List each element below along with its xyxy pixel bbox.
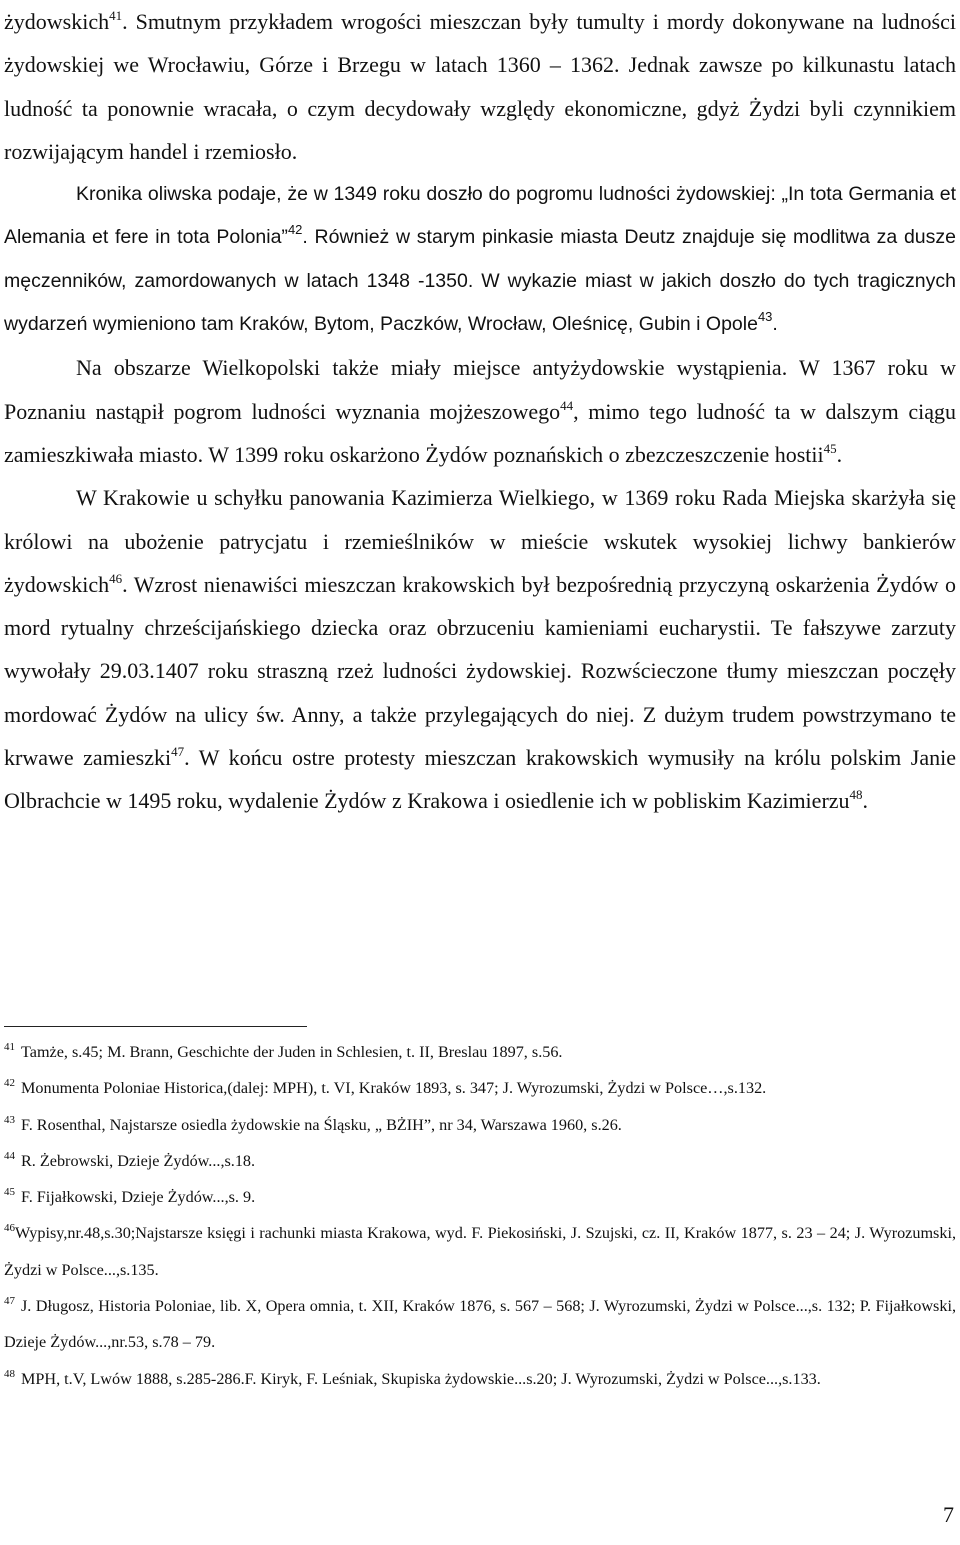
footnote-text: J. Długosz, Historia Poloniae, lib. X, Opera omnia, t. XII, Kraków 1876, s. 567 – 568; J. Wyrozumski, Żydzi w Polsce...,s. 132; P. Fijałkowski, Dzieje Żydów...,nr.53, s.78 – 79.: [4, 1297, 956, 1352]
footnote-ref-48: 48: [849, 787, 863, 803]
footnote-number: 45: [4, 1186, 15, 1199]
footnote-45: [4, 1179, 956, 1215]
text-span: żydowskich: [4, 9, 110, 34]
text-span: .: [836, 441, 843, 467]
footnote-text: Wypisy,nr.48,s.30;Najstarsze księgi i rachunki miasta Krakowa, wyd. F. Piekosiński, J. Szujski, cz. II, Kraków 1877, s. 23 – 24; J. Wyrozumski, Żydzi w Polsce...,s.135.: [4, 1224, 956, 1279]
text-span: .: [862, 788, 869, 814]
text-span: , mimo tego ludność ta w dalszym ciągu zamieszkiwała miasto. W 1399 roku oskarżono Żydów poznańskich o zbezczeszczenie hostii: [4, 398, 956, 467]
footnote-text: Monumenta Poloniae Historica,(dalej: MPH), t. VI, Kraków 1893, s. 347; J. Wyrozumski, Żydzi w Polsce…,s.132.: [21, 1079, 767, 1098]
text-span: . W końcu ostre protesty mieszczan krakowskich wymusiły na królu polskim Janie Olbrachcie w 1495 roku, wydalenie Żydów z Krakowa i osiedlenie ich w pobliskim Kazimierzu: [4, 745, 956, 814]
footnote-number: 46: [4, 1222, 15, 1235]
text-span: . Również w starym pinkasie miasta Deutz znajduje się modlitwa za dusze męczenników, zamordowanych w latach 1348 -1350. W wykazie miast w jakich doszło do tych tragicznych wydarzeń wymieniono tam Kraków, Bytom, Paczków, Wrocław, Oleśnicę, Gubin i Opole: [4, 226, 956, 336]
footnote-44: [4, 1143, 956, 1179]
footnote-ref-44: 44: [560, 397, 574, 413]
footnote-number: 41: [4, 1041, 15, 1053]
text-span: Kronika oliwska podaje, że w 1349 roku doszło do pogromu ludności żydowskiej: „In tota Germania et Alemania et fere in tota Polonia”: [4, 183, 956, 249]
footnote-ref-45: 45: [823, 440, 837, 456]
footnote-number: 48: [4, 1367, 15, 1380]
footnote-41: [4, 1034, 956, 1070]
text-span: Na obszarze Wielkopolski także miały miejsce antyżydowskie wystąpienia. W 1367 roku w Poznaniu nastąpił pogrom ludności wyznania mojżeszowego: [4, 355, 956, 424]
footnote-ref-41: 41: [109, 8, 123, 23]
text-span: .: [772, 313, 778, 336]
footnote-42: [4, 1070, 956, 1106]
footnote-46: [4, 1215, 956, 1288]
page-number: 7: [943, 1502, 954, 1527]
paragraph-3: [4, 346, 956, 476]
text-span: . Wzrost nienawiści mieszczan krakowskich był bezpośrednią przyczyną oskarżenia Żydów o mord rytualny chrześcijańskiego dziecka oraz obrzuceniu kamieniami eucharystii. Te fałszywe zarzuty wywołały 29.03.1407 roku straszną rzeż ludności żydowskiej. Rozwścieczone tłumy mieszczan poczęły mordować Żydów na ulicy św. Anny, a także przylegających do niej. Z dużym trudem powstrzymano te krwawe zamieszki: [4, 571, 956, 771]
paragraph-1: [4, 0, 956, 173]
paragraph-2: [4, 173, 956, 346]
footnote-ref-42: 42: [287, 222, 303, 238]
body-text: [4, 0, 956, 823]
text-span: W Krakowie u schyłku panowania Kazimierza Wielkiego, w 1369 roku Rada Miejska skarżyła się królowi na ubożenie patrycjatu i rzemieślników w mieście wskutek wysokiej lichwy bankierów żydowskich: [4, 485, 956, 597]
paragraph-4: [4, 476, 956, 822]
footnote-47: [4, 1288, 956, 1361]
footnote-text: F. Rosenthal, Najstarsze osiedla żydowskie na Śląsku, „ BŻIH”, nr 34, Warszawa 1960, s.26.: [21, 1115, 622, 1134]
footnote-ref-47: 47: [171, 744, 185, 760]
footnote-separator: [4, 1026, 307, 1027]
footnote-number: 47: [4, 1295, 15, 1308]
footnote-ref-46: 46: [109, 570, 123, 586]
footnote-48: [4, 1361, 956, 1397]
footnote-text: MPH, t.V, Lwów 1888, s.285-286.F. Kiryk, F. Leśniak, Skupiska żydowskie...s.20; J. Wyrozumski, Żydzi w Polsce...,s.133.: [21, 1369, 821, 1388]
footnote-text: R. Żebrowski, Dzieje Żydów...,s.18.: [21, 1151, 256, 1170]
footnote-text: Tamże, s.45; M. Brann, Geschichte der Juden in Schlesien, t. II, Breslau 1897, s.56.: [21, 1043, 563, 1061]
text-span: . Smutnym przykładem wrogości mieszczan były tumulty i mordy dokonywane na ludności żydowskiej we Wrocławiu, Górze i Brzegu w latach 1360 – 1362. Jednak zawsze po kilkunastu latach ludność ta ponownie wracała, o czym decydowały względy ekonomiczne, gdyż Żydzi byli czynnikiem rozwijającym handel i rzemiosło.: [4, 9, 956, 164]
footnote-number: 44: [4, 1149, 15, 1162]
footnote-number: 43: [4, 1113, 15, 1126]
footnote-number: 42: [4, 1077, 15, 1090]
footnote-43: [4, 1107, 956, 1143]
footnotes: [4, 1034, 956, 1397]
footnote-ref-43: 43: [757, 309, 773, 325]
footnote-text: F. Fijałkowski, Dzieje Żydów...,s. 9.: [21, 1188, 256, 1207]
